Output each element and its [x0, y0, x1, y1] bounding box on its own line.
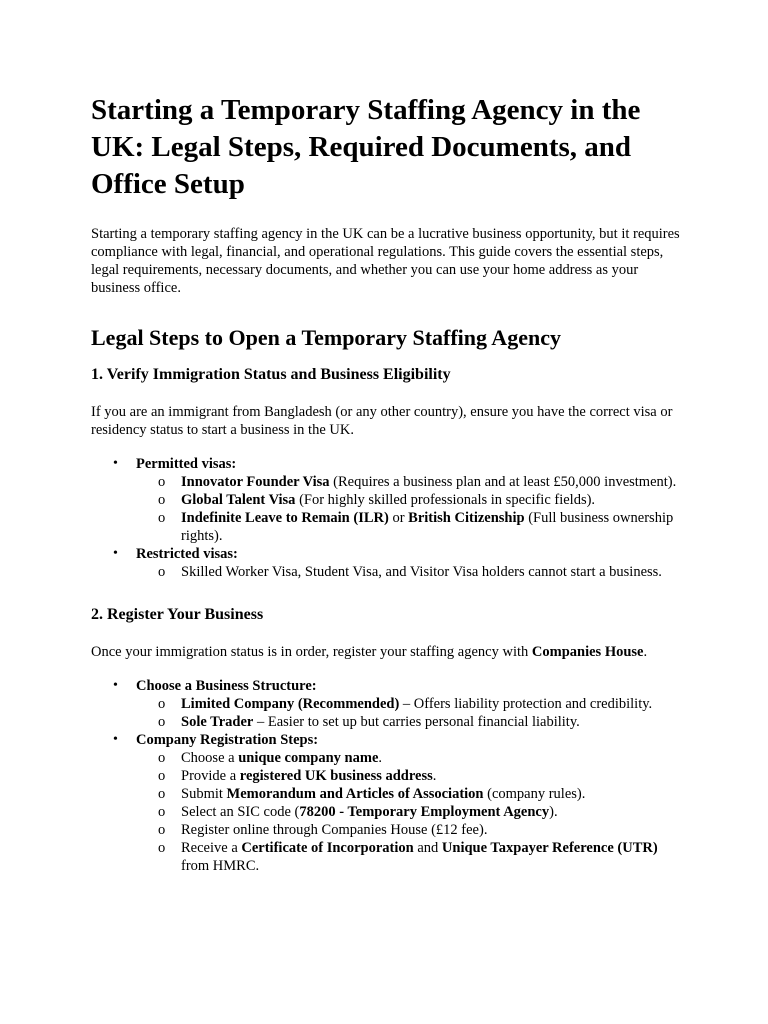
item-text: (company rules). — [483, 786, 586, 802]
paragraph-text: Once your immigration status is in order, register your staffing agency with — [91, 644, 532, 660]
list-item-restricted — [91, 545, 681, 581]
list-item-structure — [91, 677, 681, 731]
item-text: and — [413, 840, 442, 856]
sub-bullet: o — [158, 714, 166, 730]
item-text: – Easier to set up but carries personal financial liability. — [253, 714, 580, 730]
permitted-visa-list — [136, 473, 681, 545]
list-item — [136, 713, 681, 731]
sub-bullet: o — [158, 822, 166, 838]
step2-paragraph — [91, 643, 681, 661]
step1-heading: 1. Verify Immigration Status and Business Eligibility — [91, 366, 451, 383]
item-text: (Requires a business plan and at least £50,000 investment). — [329, 474, 677, 490]
item-text: (For highly skilled professionals in specific fields). — [295, 492, 596, 508]
sub-bullet: o — [158, 492, 166, 508]
item-text: Select an SIC code ( — [181, 804, 300, 820]
item-bold-text: Certificate of Incorporation — [241, 840, 414, 856]
sub-bullet: o — [158, 840, 166, 856]
bullet: • — [113, 546, 118, 561]
item-bold-text: Innovator Founder Visa — [181, 474, 330, 490]
sub-bullet: o — [158, 696, 166, 712]
list-item — [136, 821, 681, 839]
list-item — [136, 785, 681, 803]
item-bold-text: British Citizenship — [408, 510, 525, 526]
item-text: or — [388, 510, 409, 526]
permitted-label: Permitted visas: — [136, 456, 237, 472]
item-text: Register online through Companies House (£12 fee). — [181, 822, 488, 838]
list-item — [136, 563, 681, 581]
item-text: ). — [549, 804, 558, 820]
item-text: . — [432, 768, 437, 784]
item-bold-text: Indefinite Leave to Remain (ILR) — [181, 510, 389, 526]
list-item — [136, 695, 681, 713]
item-bold-text: registered UK business address — [239, 768, 433, 784]
item-bold-text: Global Talent Visa — [181, 492, 296, 508]
item-bold-text: Sole Trader — [181, 714, 254, 730]
registration-list — [91, 677, 681, 875]
registration-steps-list — [136, 749, 681, 875]
list-item — [136, 491, 681, 509]
item-text: Skilled Worker Visa, Student Visa, and Visitor Visa holders cannot start a business. — [181, 564, 662, 580]
list-item — [136, 839, 681, 875]
item-bold-text: 78200 - Temporary Employment Agency — [299, 804, 550, 820]
intro-paragraph: Starting a temporary staffing agency in the UK can be a lucrative business opportunity, but it requires compliance with legal, financial, and operational regulations. This guide covers the essential steps, legal requirements, necessary documents, and whether you can use your home address as your business office. — [91, 226, 680, 296]
list-item — [136, 473, 681, 491]
sub-bullet: o — [158, 510, 166, 526]
item-text: Provide a — [181, 768, 240, 784]
item-text: Choose a — [181, 750, 239, 766]
item-bold-text: Unique Taxpayer Reference (UTR) — [441, 840, 658, 856]
list-item-registration-steps — [91, 731, 681, 875]
restricted-label: Restricted visas: — [136, 546, 238, 562]
item-bold-text: unique company name — [238, 750, 379, 766]
item-text: – Offers liability protection and credibility. — [399, 696, 653, 712]
sub-bullet: o — [158, 768, 166, 784]
item-bold-text: Limited Company (Recommended) — [181, 696, 400, 712]
item-text: from HMRC. — [181, 858, 260, 874]
list-item — [136, 509, 681, 545]
visa-list — [91, 455, 681, 581]
list-item — [136, 767, 681, 785]
step2-heading: 2. Register Your Business — [91, 606, 264, 623]
sub-bullet: o — [158, 564, 166, 580]
structure-list — [136, 695, 681, 731]
paragraph-text: . — [643, 644, 648, 660]
document-title: Starting a Temporary Staffing Agency in the UK: Legal Steps, Required Documents, and Office Setup — [91, 94, 641, 200]
item-text: Receive a — [181, 840, 242, 856]
sub-bullet: o — [158, 804, 166, 820]
bullet: • — [113, 732, 118, 747]
item-text: (Full business ownership rights). — [181, 510, 674, 544]
sub-bullet: o — [158, 474, 166, 490]
section-heading: Legal Steps to Open a Temporary Staffing Agency — [91, 325, 561, 350]
sub-bullet: o — [158, 750, 166, 766]
list-item — [136, 749, 681, 767]
document-page — [91, 92, 681, 875]
paragraph-bold-text: Companies House — [531, 644, 644, 660]
structure-label: Choose a Business Structure: — [136, 678, 317, 694]
list-item — [136, 803, 681, 821]
item-text: . — [378, 750, 383, 766]
sub-bullet: o — [158, 786, 166, 802]
step1-paragraph: If you are an immigrant from Bangladesh (or any other country), ensure you have the correct visa or residency status to start a business in the UK. — [91, 404, 673, 438]
item-bold-text: Memorandum and Articles of Association — [226, 786, 484, 802]
list-item-permitted — [91, 455, 681, 545]
item-text: Submit — [181, 786, 227, 802]
bullet: • — [113, 456, 118, 471]
restricted-visa-list — [136, 563, 681, 581]
bullet: • — [113, 678, 118, 693]
registration-label: Company Registration Steps: — [136, 732, 319, 748]
